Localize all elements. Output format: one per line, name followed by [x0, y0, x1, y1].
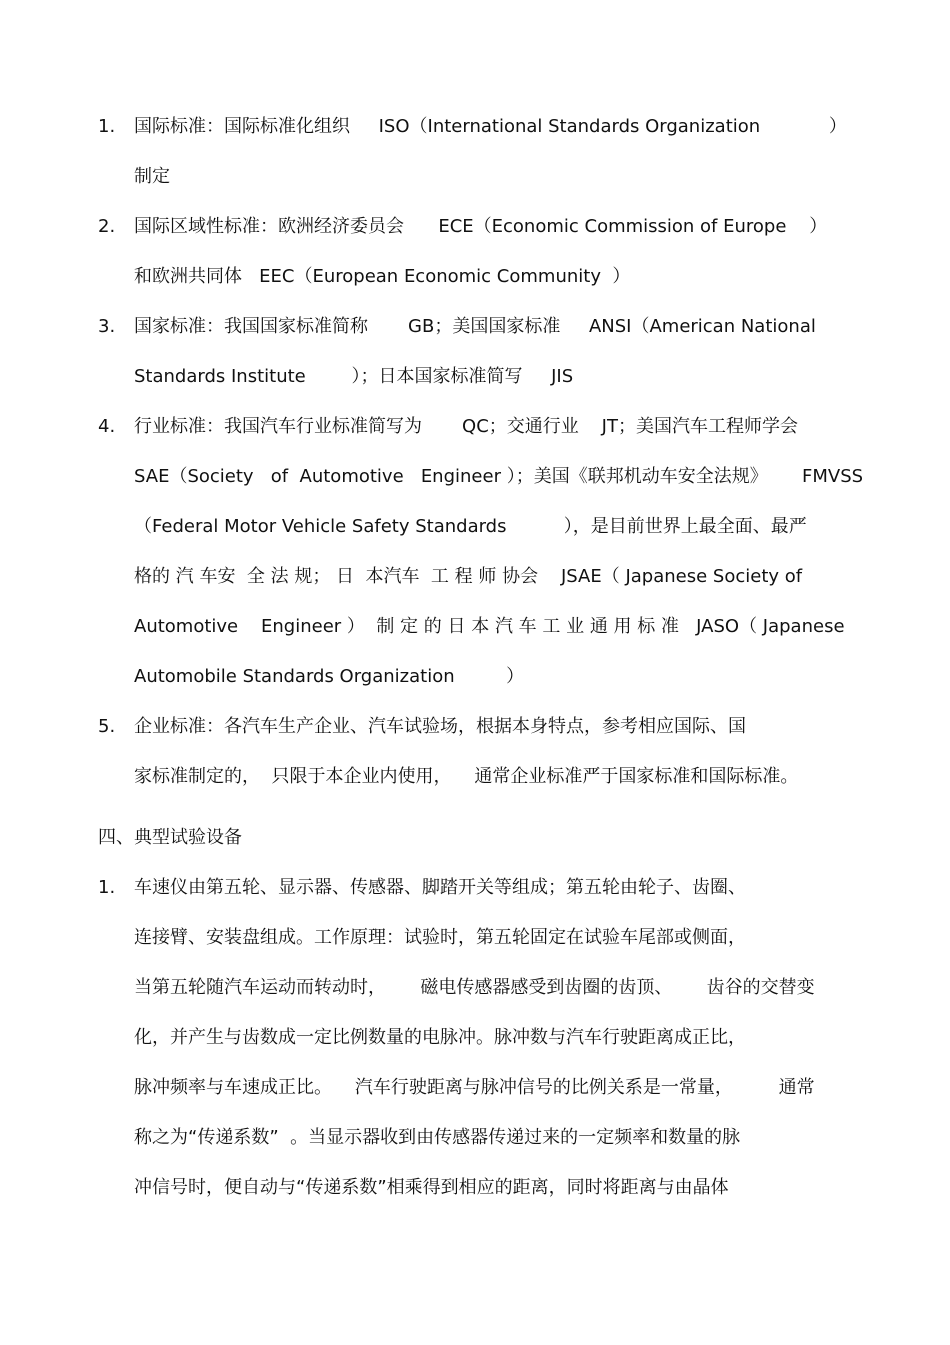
item-4-line-4: 格的 汽 车安 全 法 规； 日 本汽车 工 程 师 协会 JSAE（ Japanese Society of [134, 566, 803, 587]
item-2-number: 2. [98, 216, 116, 237]
section-item-1-line-5: 脉冲频率与车速成正比。 汽车行驶距离与脉冲信号的比例关系是一常量， 通常 [134, 1077, 815, 1098]
item-4-number: 4. [98, 416, 116, 437]
item-3-line-2: Standards Institute ）；日本国家标准简写 JIS [134, 366, 574, 387]
section-item-1-line-6: 称之为“传递系数” 。当显示器收到由传感器传递过来的一定频率和数量的脉 [134, 1127, 741, 1148]
item-4-line-2: SAE（Society of Automotive Engineer ）；美国《联邦机动车安全法规》 FMVSS [134, 466, 864, 487]
item-4-line-6: Automobile Standards Organization ） [134, 666, 525, 687]
section-item-1-number: 1. [98, 877, 116, 898]
item-3-number: 3. [98, 316, 116, 337]
section-item-1-line-7: 冲信号时，便自动与“传递系数”相乘得到相应的距离，同时将距离与由晶体 [134, 1177, 729, 1198]
section-item-1-line-3: 当第五轮随汽车运动而转动时， 磁电传感器感受到齿圈的齿顶、 齿谷的交替变 [134, 977, 815, 998]
section-item-1-line-1: 车速仪由第五轮、显示器、传感器、脚踏开关等组成；第五轮由轮子、齿圈、 [134, 877, 746, 898]
section-item-1-line-4: 化，并产生与齿数成一定比例数量的电脉冲。脉冲数与汽车行驶距离成正比， [134, 1027, 746, 1048]
section-item-1-line-2: 连接臂、安装盘组成。工作原理：试验时，第五轮固定在试验车尾部或侧面， [134, 927, 746, 948]
item-4-line-1: 行业标准：我国汽车行业标准简写为 QC；交通行业 JT；美国汽车工程师学会 [134, 416, 798, 437]
section-heading: 四、典型试验设备 [98, 827, 242, 848]
item-5-number: 5. [98, 716, 116, 737]
item-1-line-1: 国际标准：国际标准化组织 ISO（International Standards Organization ） [134, 116, 847, 137]
item-5-line-2: 家标准制定的， 只限于本企业内使用， 通常企业标准严于国家标准和国际标准。 [134, 766, 799, 787]
item-3-line-1: 国家标准：我国国家标准简称 GB；美国国家标准 ANSI（American National [134, 316, 816, 337]
item-4-line-3: （Federal Motor Vehicle Safety Standards ），是目前世界上最全面、最严 [134, 516, 807, 537]
item-2-line-1: 国际区域性标准：欧洲经济委员会 ECE（Economic Commission of Europe ） [134, 216, 828, 237]
item-2-line-2: 和欧洲共同体 EEC（European Economic Community ） [134, 266, 631, 287]
item-1-line-2: 制定 [134, 166, 170, 187]
item-5-line-1: 企业标准：各汽车生产企业、汽车试验场，根据本身特点，参考相应国际、国 [134, 716, 746, 737]
item-1-number: 1. [98, 116, 116, 137]
item-4-line-5: Automotive Engineer ） 制 定 的 日 本 汽 车 工 业 通 用 标 准 JASO（ Japanese [134, 616, 845, 637]
